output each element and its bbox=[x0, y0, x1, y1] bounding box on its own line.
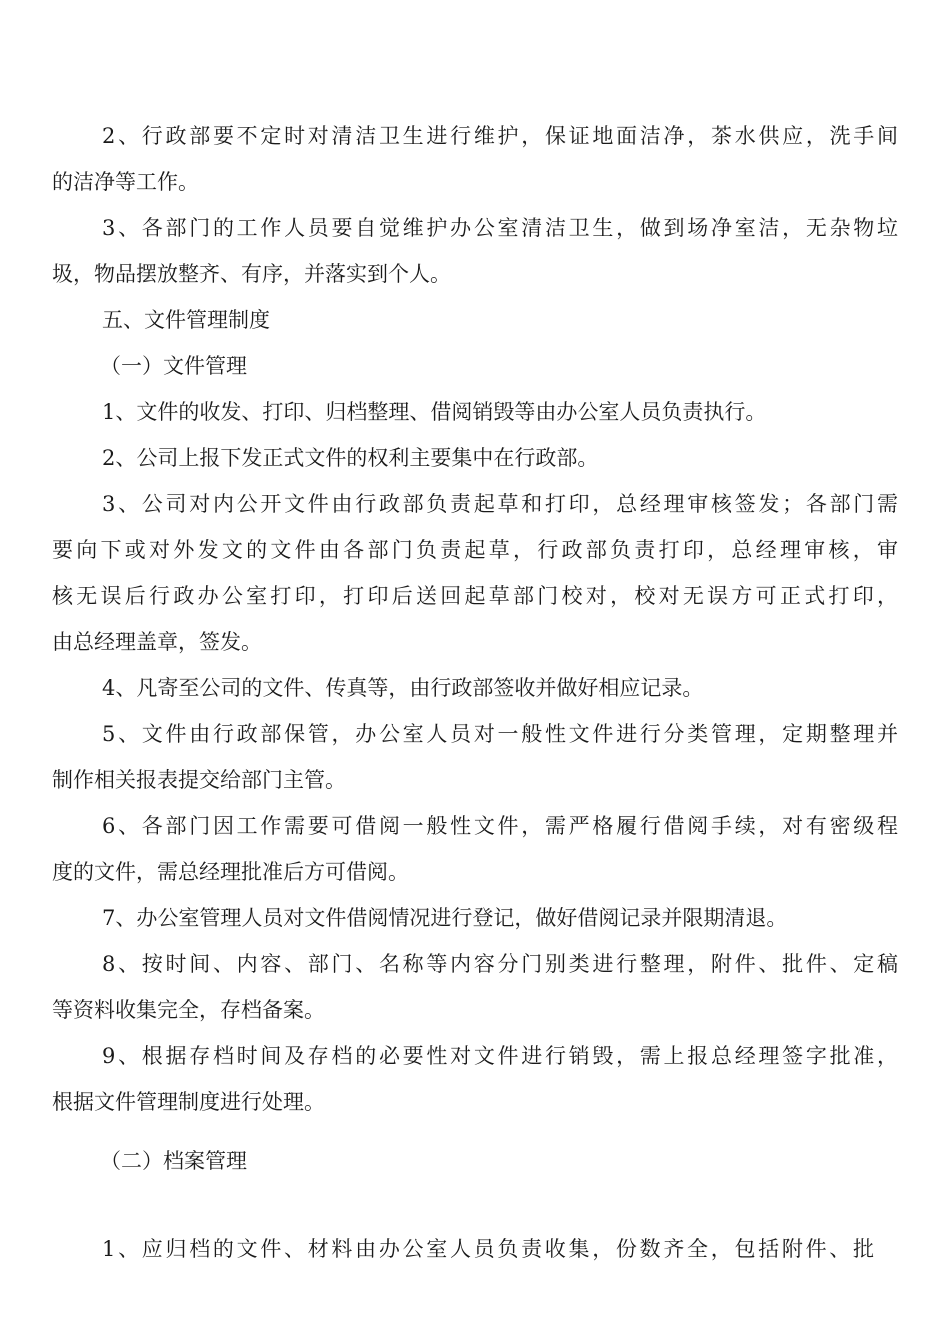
paragraph-line: 5、文件由行政部保管，办公室人员对一般性文件进行分类管理，定期整理并 bbox=[102, 722, 898, 746]
paragraph-line: 圾，物品摆放整齐、有序，并落实到个人。 bbox=[52, 262, 451, 286]
section-heading: 五、文件管理制度 bbox=[102, 308, 270, 332]
paragraph-line: 由总经理盖章，签发。 bbox=[52, 630, 262, 654]
paragraph-line: 根据文件管理制度进行处理。 bbox=[52, 1090, 325, 1114]
paragraph-line: 1、应归档的文件、材料由办公室人员负责收集，份数齐全，包括附件、批 bbox=[102, 1237, 874, 1261]
paragraph-line: 度的文件，需总经理批准后方可借阅。 bbox=[52, 860, 409, 884]
paragraph-line: 的洁净等工作。 bbox=[52, 170, 199, 194]
paragraph-line: 2、公司上报下发正式文件的权利主要集中在行政部。 bbox=[102, 446, 599, 470]
paragraph-line: 4、凡寄至公司的文件、传真等，由行政部签收并做好相应记录。 bbox=[102, 676, 704, 700]
paragraph-line: 制作相关报表提交给部门主管。 bbox=[52, 768, 346, 792]
paragraph-line: 3、公司对内公开文件由行政部负责起草和打印，总经理审核签发；各部门需 bbox=[102, 492, 898, 516]
paragraph-line: 7、办公室管理人员对文件借阅情况进行登记，做好借阅记录并限期清退。 bbox=[102, 906, 788, 930]
paragraph-line: 核无误后行政办公室打印，打印后送回起草部门校对，校对无误方可正式打印， bbox=[52, 584, 898, 608]
paragraph-line: 6、各部门因工作需要可借阅一般性文件，需严格履行借阅手续，对有密级程 bbox=[102, 814, 898, 838]
paragraph-line: 8、按时间、内容、部门、名称等内容分门别类进行整理，附件、批件、定稿 bbox=[102, 952, 898, 976]
subsection-heading: （二）档案管理 bbox=[100, 1149, 247, 1173]
paragraph-line: 2、行政部要不定时对清洁卫生进行维护，保证地面洁净，茶水供应，洗手间 bbox=[102, 124, 898, 148]
paragraph-line: 3、各部门的工作人员要自觉维护办公室清洁卫生，做到场净室洁，无杂物垃 bbox=[102, 216, 898, 240]
paragraph-line: 等资料收集完全，存档备案。 bbox=[52, 998, 325, 1022]
subsection-heading: （一）文件管理 bbox=[100, 354, 247, 378]
paragraph-line: 9、根据存档时间及存档的必要性对文件进行销毁，需上报总经理签字批准， bbox=[102, 1044, 898, 1068]
paragraph-line: 要向下或对外发文的文件由各部门负责起草，行政部负责打印，总经理审核，审 bbox=[52, 538, 898, 562]
paragraph-line: 1、文件的收发、打印、归档整理、借阅销毁等由办公室人员负责执行。 bbox=[102, 400, 767, 424]
